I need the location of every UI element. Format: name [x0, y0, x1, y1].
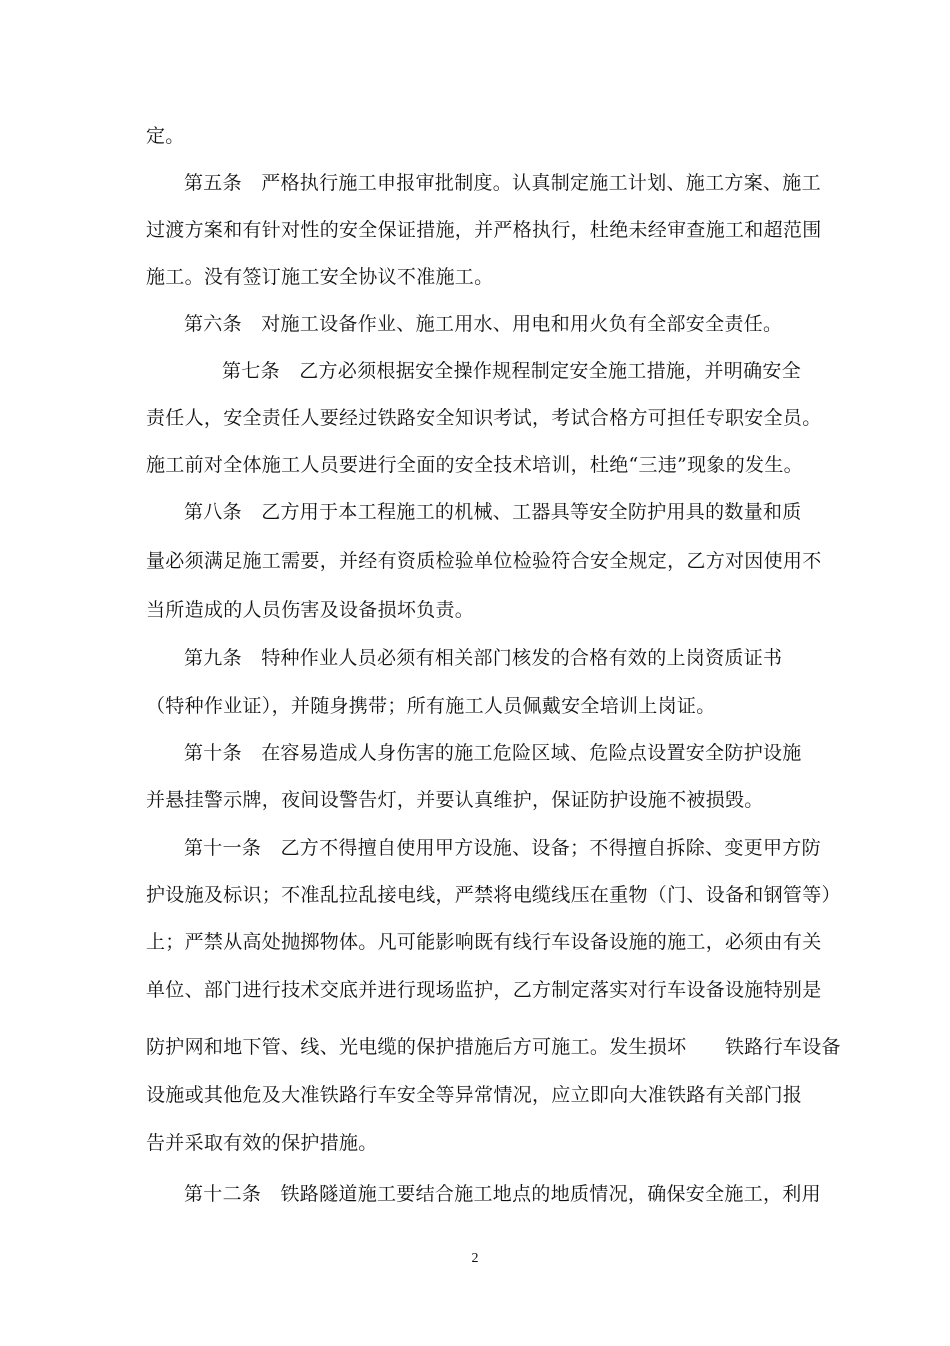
article-11-line-1: 第十一条 乙方不得擅自使用甲方设施、设备；不得擅自拆除、变更甲方防 [184, 837, 821, 859]
article-11-line-7: 告并采取有效的保护措施。 [146, 1132, 378, 1154]
article-5-line-2: 过渡方案和有针对性的安全保证措施，并严格执行，杜绝未经审查施工和超范围 [146, 219, 822, 241]
article-11-line-6: 设施或其他危及大准铁路行车安全等异常情况，应立即向大准铁路有关部门报 [146, 1084, 803, 1106]
article-11-line-4: 单位、部门进行技术交底并进行现场监护，乙方制定落实对行车设备设施特别是 [146, 979, 822, 1001]
article-8-line-1: 第八条 乙方用于本工程施工的机械、工器具等安全防护用具的数量和质 [184, 501, 802, 523]
article-5-line-1: 第五条 严格执行施工申报审批制度。认真制定施工计划、施工方案、施工 [184, 172, 821, 194]
article-10-line-2: 并悬挂警示牌，夜间设警告灯，并要认真维护，保证防护设施不被损毁。 [146, 789, 764, 811]
article-7-line-3: 施工前对全体施工人员要进行全面的安全技术培训，杜绝“三违”现象的发生。 [146, 454, 803, 476]
article-6-line-1: 第六条 对施工设备作业、施工用水、用电和用火负有全部安全责任。 [184, 313, 783, 335]
article-9-line-1: 第九条 特种作业人员必须有相关部门核发的合格有效的上岗资质证书 [184, 647, 783, 669]
page-number: 2 [471, 1251, 479, 1266]
article-7-line-2: 责任人，安全责任人要经过铁路安全知识考试，考试合格方可担任专职安全员。 [146, 407, 822, 429]
article-7-line-1: 第七条 乙方必须根据安全操作规程制定安全施工措施，并明确安全 [222, 360, 802, 382]
article-12-line-1: 第十二条 铁路隧道施工要结合施工地点的地质情况，确保安全施工，利用 [184, 1183, 821, 1205]
article-11-line-2: 护设施及标识；不准乱拉乱接电线，严禁将电缆线压在重物（门、设备和钢管等） [146, 884, 841, 906]
article-8-line-2: 量必须满足施工需要，并经有资质检验单位检验符合安全规定，乙方对因使用不 [146, 550, 822, 572]
article-10-line-1: 第十条 在容易造成人身伤害的施工危险区域、危险点设置安全防护设施 [184, 742, 802, 764]
article-8-line-3: 当所造成的人员伤害及设备损坏负责。 [146, 599, 475, 621]
article-5-line-3: 施工。没有签订施工安全协议不准施工。 [146, 266, 494, 288]
text-line: 定。 [146, 125, 185, 147]
article-11-line-3: 上；严禁从高处抛掷物体。凡可能影响既有线行车设备设施的施工，必须由有关 [146, 931, 822, 953]
article-11-line-5: 防护网和地下管、线、光电缆的保护措施后方可施工。发生损坏 铁路行车设备 [146, 1036, 841, 1058]
article-9-line-2: （特种作业证），并随身携带；所有施工人员佩戴安全培训上岗证。 [146, 695, 716, 717]
